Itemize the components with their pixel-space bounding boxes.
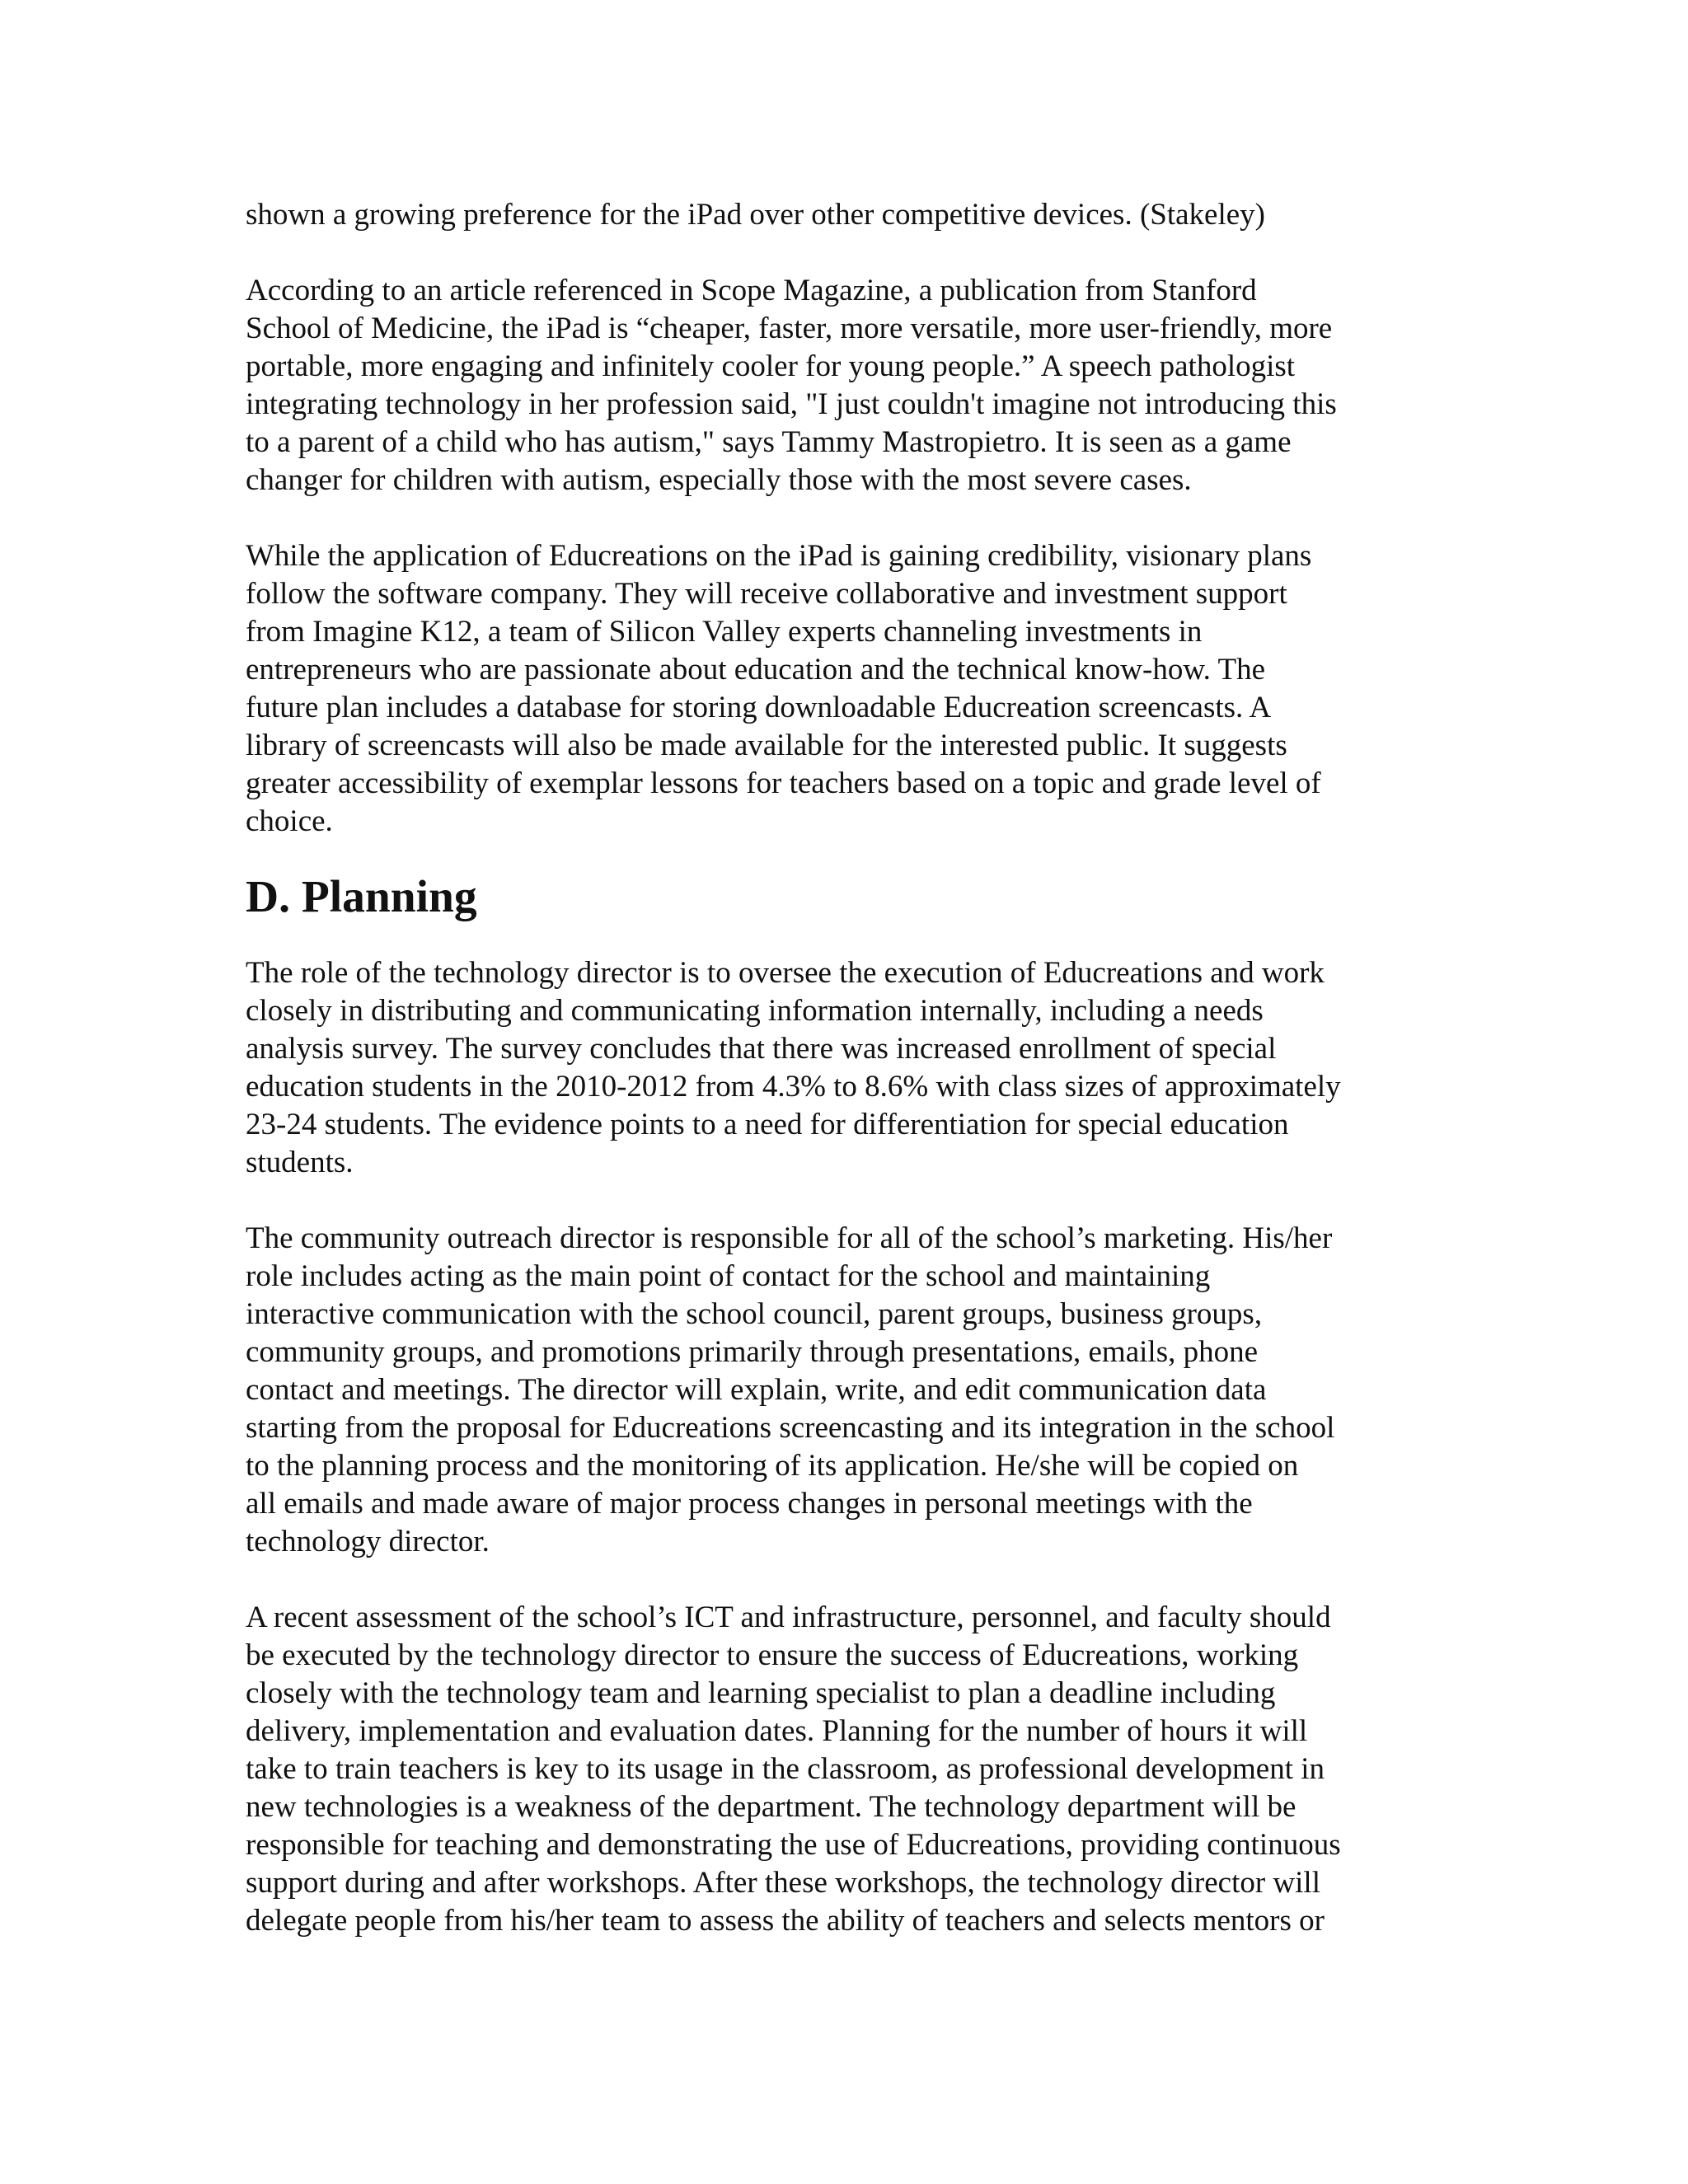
paragraph-educreations-plans: While the application of Educreations on the iPad is gaining credibility, visionary plans follow the software company. They will receive collaborative and investment support from Imagine K12, a team of Silicon Valley experts channeling investments in entrepreneurs who are passionate about education and the technical know-how. The future plan includes a database for storing downloadable Educreation screencasts. A library of screencasts will also be made available for the interested public. It suggests greater accessibility of exemplar lessons for teachers based on a topic and grade level of choice.	[246, 539, 1321, 838]
section-heading-planning: D. Planning	[246, 872, 477, 922]
paragraph-community-outreach: The community outreach director is responsible for all of the school’s marketing. His/her role includes acting as the main point of contact for the school and maintaining interactive communication with the school council, parent groups, business groups, community groups, and promotions primarily through presentations, emails, phone contact and meetings. The director will explain, write, and edit communication data starting from the proposal for Educreations screencasting and its integration in the school to the planning process and the monitoring of its application. He/she will be copied on all emails and made aware of major process changes in personal meetings with the technology director.	[246, 1221, 1335, 1558]
document-body	[246, 196, 1449, 1940]
paragraph-technology-director: The role of the technology director is to oversee the execution of Educreations and work closely in distributing and communicating information internally, including a needs analysis survey. The survey concludes that there was increased enrollment of special education students in the 2010-2012 from 4.3% to 8.6% with class sizes of approximately 23-24 students. The evidence points to a need for differentiation for special education students.	[246, 956, 1341, 1179]
paragraph-scope-magazine: According to an article referenced in Scope Magazine, a publication from Stanford School of Medicine, the iPad is “cheaper, faster, more versatile, more user-friendly, more portable, more engaging and infinitely cooler for young people.” A speech pathologist integrating technology in her profession said, "I just couldn't imagine not introducing this to a parent of a child who has autism," says Tammy Mastropietro. It is seen as a game changer for children with autism, especially those with the most severe cases.	[246, 274, 1337, 497]
paragraph-ipad-preference: shown a growing preference for the iPad over other competitive devices. (Stakeley)	[246, 198, 1265, 232]
paragraph-ict-assessment: A recent assessment of the school’s ICT and infrastructure, personnel, and faculty should be executed by the technology director to ensure the success of Educreations, working closely with the technology team and learning specialist to plan a deadline including delivery, implementation and evaluation dates. Planning for the number of hours it will take to train teachers is key to its usage in the classroom, as professional development in new technologies is a weakness of the department. The technology department will be responsible for teaching and demonstrating the use of Educreations, providing continuous support during and after workshops. After these workshops, the technology director will delegate people from his/her team to assess the ability of teachers and selects mentors or	[246, 1601, 1341, 1938]
